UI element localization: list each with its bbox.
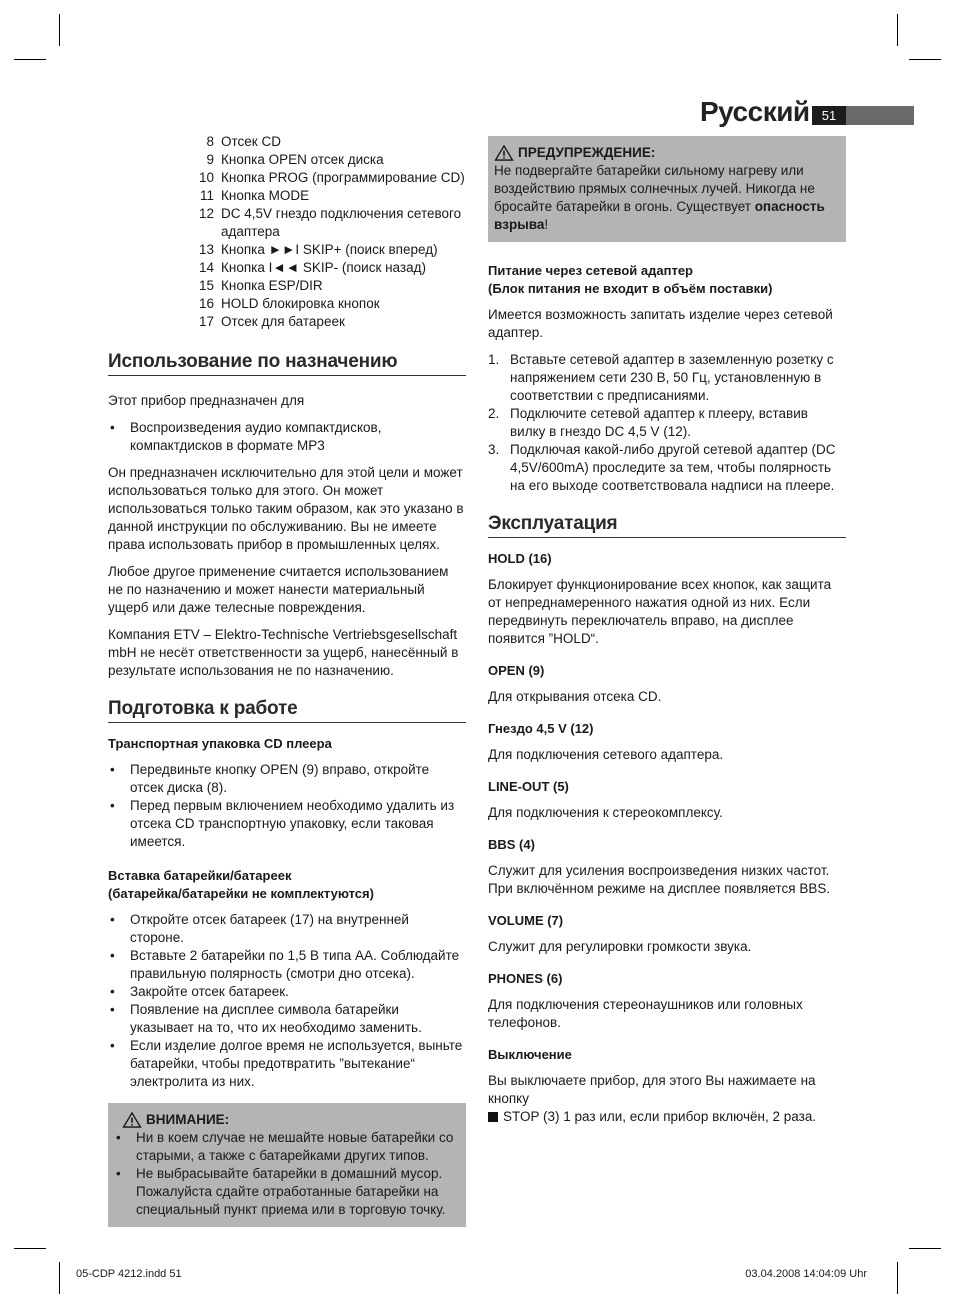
crop-mark	[14, 59, 46, 60]
crop-mark	[59, 1262, 60, 1294]
crop-mark	[59, 14, 60, 46]
list-item: 11 Кнопка MODE	[199, 188, 310, 203]
paragraph: Служит для усиления воспроизведения низких частот. При включённом режиме на дисплее появляется BBS.	[488, 863, 831, 896]
list-item: 13 Кнопка ►►I SKIP+ (поиск вперед)	[198, 242, 438, 257]
list-item: • Перед первым включением необходимо удалить из отсека CD транспортную упаковку, если таковая имеется.	[108, 797, 466, 851]
warning-box	[488, 136, 846, 242]
paragraph: Он предназначен исключительно для этой цели и может использоваться только для этого. Он может использоваться только таким образом, как это указано в данной инструкции по обслуживанию. Вы не имеете права использовать прибор в промышленных целях.	[108, 465, 464, 552]
list-item: 17 Отсек для батареек	[198, 314, 345, 329]
crop-mark	[909, 59, 941, 60]
list-item: 14 Кнопка I◄◄ SKIP- (поиск назад)	[198, 260, 426, 275]
header-bar	[846, 106, 914, 125]
attention-box	[108, 1103, 466, 1227]
list-item: 3. Подключая какой-либо другой сетевой адаптер (DC 4,5V/600mA) проследите за тем, чтобы полярность на его выходе соответствовала надписи на плеере.	[488, 442, 836, 493]
paragraph: Служит для регулировки громкости звука.	[488, 939, 752, 954]
list-item: 1. Вставьте сетевой адаптер в заземленную розетку с напряжением сети 230 В, 50 Гц, установленную в соответствии с предписаниями.	[488, 352, 834, 403]
list-item: • Появление на дисплее символа батарейки указывает на то, что их необходимо заменить.	[108, 1001, 466, 1037]
warning-icon	[122, 1112, 142, 1128]
paragraph: Имеется возможность запитать изделие через сетевой адаптер.	[488, 307, 833, 340]
warning-icon	[494, 145, 514, 161]
list-item: 9 Кнопка OPEN отсек диска	[206, 152, 384, 167]
bullet-list	[114, 1129, 460, 1219]
subheading: Транспортная упаковка CD плеера	[108, 736, 332, 751]
page-number: 51	[812, 106, 846, 125]
bullet-list	[108, 761, 466, 851]
crop-mark	[909, 1248, 941, 1249]
subheading: OPEN (9)	[488, 663, 545, 678]
subheading: Гнездо 4,5 V (12)	[488, 721, 594, 736]
language-title: Русский	[700, 96, 810, 127]
paragraph: Вы выключаете прибор, для этого Вы нажимаете на кнопку STOP (3) 1 раз или, если прибор включён, 2 раза.	[488, 1073, 817, 1124]
numbered-list	[488, 351, 846, 495]
footer-file-info: 05-CDP 4212.indd 51	[76, 1268, 182, 1280]
paragraph: Этот прибор предназначен для	[108, 393, 305, 408]
crop-mark	[897, 14, 898, 46]
list-item: 8 Отсек CD	[206, 134, 281, 149]
paragraph: Компания ETV – Elektro-Technische Vertriebsgesellschaft mbH не несёт ответственности за ущерб, нанесённый в результате использования не по назначению.	[108, 627, 459, 678]
list-item: • Если изделие долгое время не используется, выньте батарейки, чтобы предотвратить ”вытекание“ электролита из них.	[108, 1037, 466, 1091]
list-item: 10 Кнопка PROG (программирование CD)	[198, 170, 465, 185]
list-item: • Откройте отсек батареек (17) на внутренней стороне.	[108, 911, 466, 947]
subheading: Питание через сетевой адаптер (Блок питания не входит в объём поставки)	[488, 263, 773, 296]
section-heading-preparation: Подготовка к работе	[108, 700, 466, 723]
subheading: Вставка батарейки/батареек (батарейка/батарейки не комплектуются)	[108, 868, 374, 901]
subheading: Выключение	[488, 1047, 572, 1062]
warning-text: Не подвергайте батарейки сильному нагреву или воздействию прямых солнечных лучей. Никогда не бросайте батарейки в огонь. Существует опасность взрыва!	[494, 163, 825, 232]
list-item: 15 Кнопка ESP/DIR	[198, 278, 323, 293]
paragraph: Для подключения сетевого адаптера.	[488, 747, 724, 762]
list-item: • Вставьте 2 батарейки по 1,5 В типа AA. Соблюдайте правильную полярность (смотри дно отсека).	[108, 947, 466, 983]
warning-title: ПРЕДУПРЕЖДЕНИЕ:	[518, 145, 656, 160]
list-item: • Воспроизведения аудио компактдисков, компактдисков в формате MP3	[108, 419, 466, 455]
list-item: 2. Подключите сетевой адаптер к плееру, вставив вилку в гнездо DC 4,5 V (12).	[488, 406, 808, 439]
bullet-list	[108, 911, 466, 1091]
footer-timestamp: 03.04.2008 14:04:09 Uhr	[745, 1268, 867, 1280]
list-item: • Передвиньте кнопку OPEN (9) вправо, откройте отсек диска (8).	[108, 761, 466, 797]
paragraph: Любое другое применение считается использованием не по назначению и может нанести материальный ущерб или даже телесные повреждения.	[108, 564, 449, 615]
crop-mark	[14, 1248, 46, 1249]
list-item: • Ни в коем случае не мешайте новые батарейки со старыми, а также с батарейками других типов.	[114, 1129, 460, 1165]
subheading: BBS (4)	[488, 837, 535, 852]
stop-icon	[488, 1112, 498, 1122]
subheading: HOLD (16)	[488, 551, 552, 566]
left-column	[108, 133, 466, 1227]
list-item: 16 HOLD блокировка кнопок	[198, 296, 380, 311]
attention-title: ВНИМАНИЕ:	[146, 1112, 230, 1127]
list-item: • Не выбрасывайте батарейки в домашний мусор. Пожалуйста сдайте отработанные батарейки на специальный пункт приема или в торговую точку.	[114, 1165, 460, 1219]
list-item: • Закройте отсек батареек.	[108, 983, 466, 1001]
subheading: LINE-OUT (5)	[488, 779, 569, 794]
section-heading-intended-use: Использование по назначению	[108, 353, 466, 376]
crop-mark	[897, 1262, 898, 1294]
paragraph: Для открывания отсека CD.	[488, 689, 662, 704]
paragraph: Для подключения стереонаушников или головных телефонов.	[488, 997, 803, 1030]
right-column	[488, 136, 846, 1135]
subheading: PHONES (6)	[488, 971, 563, 986]
list-item: 12 DC 4,5V гнездо подключения сетевого адаптера	[198, 206, 462, 239]
subheading: VOLUME (7)	[488, 913, 564, 928]
section-heading-operation: Эксплуатация	[488, 515, 846, 538]
paragraph: Блокирует функционирование всех кнопок, как защита от непреднамеренного нажатия одной из них. Если передвинуть переключатель вправо, на дисплее появится ”HOLD“.	[488, 577, 832, 646]
paragraph: Для подключения к стереокомплексу.	[488, 805, 723, 820]
parts-list	[108, 133, 466, 331]
bullet-list	[108, 419, 466, 455]
